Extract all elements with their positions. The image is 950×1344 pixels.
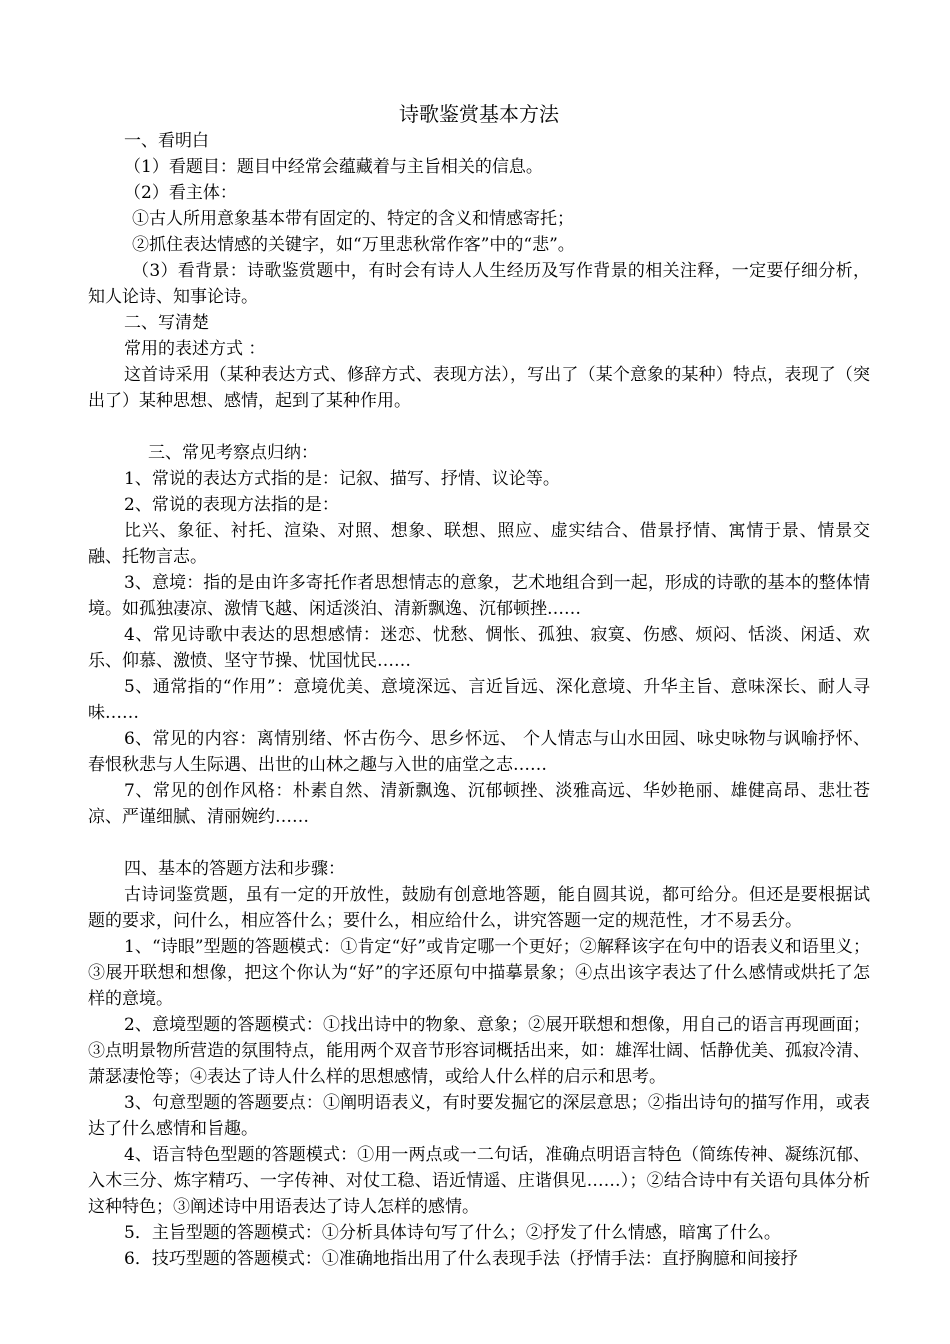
document-title: 诗歌鉴赏基本方法: [399, 102, 559, 126]
paragraph: ②抓住表达情感的关键字，如“万里悲秋常作客”中的“悲”。: [132, 235, 575, 255]
paragraph: 5、通常指的“作用”：意境优美、意境深远、言近旨远、深化意境、升华主旨、意味深长、耐人寻味……: [88, 677, 870, 723]
paragraph: （1）看题目：题目中经常会蕴藏着与主旨相关的信息。: [124, 157, 543, 177]
paragraph: 比兴、象征、衬托、渲染、对照、想象、联想、照应、虚实结合、借景抒情、寓情于景、情景交融、托物言志。: [88, 521, 870, 567]
section-4-heading: 四、基本的答题方法和步骤：: [124, 859, 345, 879]
paragraph: 2、常说的表现方法指的是：: [124, 495, 339, 515]
paragraph: 3、意境：指的是由许多寄托作者思想情志的意象，艺术地组合到一起，形成的诗歌的基本的整体情境。如孤独凄凉、激情飞越、闲适淡泊、清新飘逸、沉郁顿挫……: [88, 573, 870, 619]
paragraph: 这首诗采用（某种表达方式、修辞方式、表现方法），写出了（某个意象的某种）特点，表现了（突出了）某种思想、感情，起到了某种作用。: [88, 365, 870, 411]
paragraph: 1、“诗眼”型题的答题模式：①肯定“好”或肯定哪一个更好；②解释该字在句中的语表义和语里义；③展开联想和想像，把这个你认为“好”的字还原句中描摹景象；④点出该字表达了什么感情或烘托了怎样的意境。: [88, 937, 870, 1009]
paragraph: 4、语言特色型题的答题模式：①用一两点或一二句话，准确点明语言特色（简练传神、凝练沉郁、入木三分、炼字精巧、一字传神、对仗工稳、语近情遥、庄谐俱见……）；②结合诗中有关语句具体分析这种特色；③阐述诗中用语表达了诗人怎样的感情。: [88, 1145, 870, 1217]
paragraph: 古诗词鉴赏题，虽有一定的开放性，鼓励有创意地答题，能自圆其说，都可给分。但还是要根据试题的要求，问什么，相应答什么；要什么，相应给什么，讲究答题一定的规范性，才不易丢分。: [88, 885, 870, 931]
paragraph: 6．技巧型题的答题模式：①准确地指出用了什么表现手法（抒情手法：直抒胸臆和间接抒: [124, 1249, 798, 1269]
paragraph: 3、句意型题的答题要点：①阐明语表义，有时要发掘它的深层意思；②指出诗句的描写作用，或表达了什么感情和旨趣。: [88, 1093, 870, 1139]
paragraph: 常用的表述方式 ：: [124, 339, 266, 359]
paragraph: （2）看主体：: [124, 183, 237, 203]
section-3-heading: 三、常见考察点归纳：: [148, 443, 318, 463]
document-page: [88, 100, 870, 1272]
paragraph: 4、常见诗歌中表达的思想感情：迷恋、忧愁、惆怅、孤独、寂寞、伤感、烦闷、恬淡、闲适、欢乐、仰慕、激愤、坚守节操、忧国忧民……: [88, 625, 870, 671]
paragraph: 1、常说的表达方式指的是：记叙、描写、抒情、议论等。: [124, 469, 560, 489]
spacer: [88, 414, 870, 440]
paragraph: 2、意境型题的答题模式：①找出诗中的物象、意象；②展开联想和想像，用自己的语言再现画面；③点明景物所营造的氛围特点，能用两个双音节形容词概括出来，如：雄浑壮阔、恬静优美、孤寂冷清、萧瑟凄怆等；④表达了诗人什么样的思想感情，或给人什么样的启示和思考。: [88, 1015, 870, 1087]
paragraph: 7、常见的创作风格：朴素自然、清新飘逸、沉郁顿挫、淡雅高远、华妙艳丽、雄健高昂、悲壮苍凉、严谨细腻、清丽婉约……: [88, 781, 870, 827]
section-2-heading: 二、写清楚: [124, 313, 209, 333]
paragraph: （3）看背景：诗歌鉴赏题中，有时会有诗人人生经历及写作背景的相关注释，一定要仔细分析，知人论诗、知事论诗。: [88, 261, 870, 307]
paragraph: 6、常见的内容：离情别绪、怀古伤今、思乡怀远、 个人情志与山水田园、咏史咏物与讽喻抒怀、春恨秋悲与人生际遇、出世的山林之趣与入世的庙堂之志……: [88, 729, 870, 775]
paragraph: 5．主旨型题的答题模式：①分析具体诗句写了什么；②抒发了什么情感，暗寓了什么。: [124, 1223, 781, 1243]
paragraph: ①古人所用意象基本带有固定的、特定的含义和情感寄托；: [132, 209, 574, 229]
section-1-heading: 一、看明白: [124, 131, 209, 151]
spacer: [88, 830, 870, 856]
